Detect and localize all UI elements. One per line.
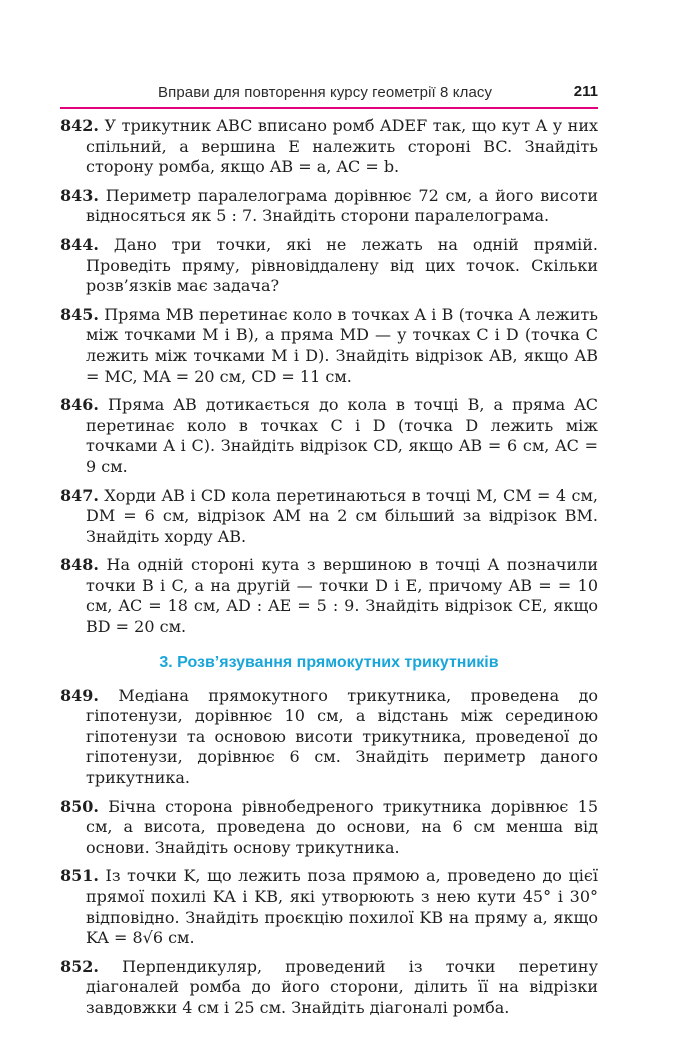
exercise-text: У трикутник ABC вписано ромб ADEF так, що кут A у них спільний, а вершина E належить стороні BC. Знайдіть сторону ромба, якщо AB = a, AC = b. xyxy=(86,116,599,177)
header-rule xyxy=(60,107,598,109)
exercise-item xyxy=(60,686,598,789)
exercise-number: 843. xyxy=(60,185,99,205)
exercise-item xyxy=(60,957,598,1019)
exercise-item xyxy=(60,797,598,859)
exercise-list-b xyxy=(60,686,598,1019)
exercise-text: Пряма AB дотикається до кола в точці B, а пряма AC перетинає коло в точках C і D (точка D лежить між точками A і C). Знайдіть відрізок CD, якщо AB = 6 см, AC = 9 см. xyxy=(86,395,598,476)
exercise-text: На одній стороні кута з вершиною в точці A позначили точки B і C, а на другій — точки D і E, причому AB = = 10 см, AC = 18 см, AD : AE = 5 : 9. Знайдіть відрізок CE, якщо BD = 20 см. xyxy=(86,555,598,637)
page-content xyxy=(60,116,598,1027)
exercise-item xyxy=(60,186,598,227)
exercise-text: Медіана прямокутного трикутника, проведена до гіпотенузи, дорівнює 10 см, а відстань між серединою гіпотенузи та основою висоти трикутника, проведеної до гіпотенузи, дорівнює 6 см. Знайдіть периметр даного трикутника. xyxy=(86,685,599,788)
exercise-text: Бічна сторона рівнобедреного трикутника дорівнює 15 см, а висота, проведена до основи, на 6 см менша від основи. Знайдіть основу трикутника. xyxy=(86,796,598,857)
exercise-text: Дано три точки, які не лежать на одній прямій. Проведіть пряму, рівновіддалену від цих точок. Скільки розв’язків має задача? xyxy=(86,234,598,296)
exercise-text: Пряма MB перетинає коло в точках A і B (точка A лежить між точками M і B), а пряма MD — у точках C і D (точка C лежить між точками M і D). Знайдіть відрізок AB, якщо AB = MC, MA = 20 см, CD = 11 см. xyxy=(86,304,598,386)
exercise-item xyxy=(60,486,598,548)
exercise-number: 852. xyxy=(60,956,99,976)
exercise-item xyxy=(60,235,598,297)
exercise-text: Периметр паралелограма дорівнює 72 см, а його висоти відносяться як 5 : 7. Знайдіть сторони паралелограма. xyxy=(86,185,598,226)
page-number: 211 xyxy=(573,83,598,100)
exercise-item xyxy=(60,305,598,387)
exercise-number: 849. xyxy=(60,685,99,705)
exercise-item xyxy=(60,555,598,637)
exercise-list-a xyxy=(60,116,598,638)
exercise-number: 846. xyxy=(60,395,99,415)
exercise-number: 848. xyxy=(60,555,99,575)
exercise-number: 845. xyxy=(60,304,99,324)
exercise-item xyxy=(60,395,598,477)
exercise-item xyxy=(60,116,598,178)
running-header xyxy=(60,84,598,106)
exercise-number: 851. xyxy=(60,866,99,886)
exercise-item xyxy=(60,866,598,948)
section-title: 3. Розв’язування прямокутних трикутників xyxy=(159,653,499,671)
exercise-text: Із точки K, що лежить поза прямою a, проведено до цієї прямої похилі KA і KB, які утворюють з нею кути 45° і 30° відповідно. Знайдіть проєкцію похилої KB на пряму a, якщо KA = 8√6 см. xyxy=(86,866,598,948)
exercise-text: Перпендикуляр, проведений із точки перетину діагоналей ромба до його сторони, ділить її на відрізки завдовжки 4 см і 25 см. Знайдіть діагоналі ромба. xyxy=(86,956,599,1017)
exercise-number: 844. xyxy=(60,234,99,254)
exercise-number: 847. xyxy=(60,485,99,505)
exercise-number: 850. xyxy=(60,796,99,816)
exercise-number: 842. xyxy=(60,116,99,135)
running-title: Вправи для повторення курсу геометрії 8 класу xyxy=(158,84,493,101)
exercise-text: Хорди AB і CD кола перетинаються в точці M, CM = 4 см, DM = 6 см, відрізок AM на 2 см більший за відрізок BM. Знайдіть хорду AB. xyxy=(86,485,598,546)
